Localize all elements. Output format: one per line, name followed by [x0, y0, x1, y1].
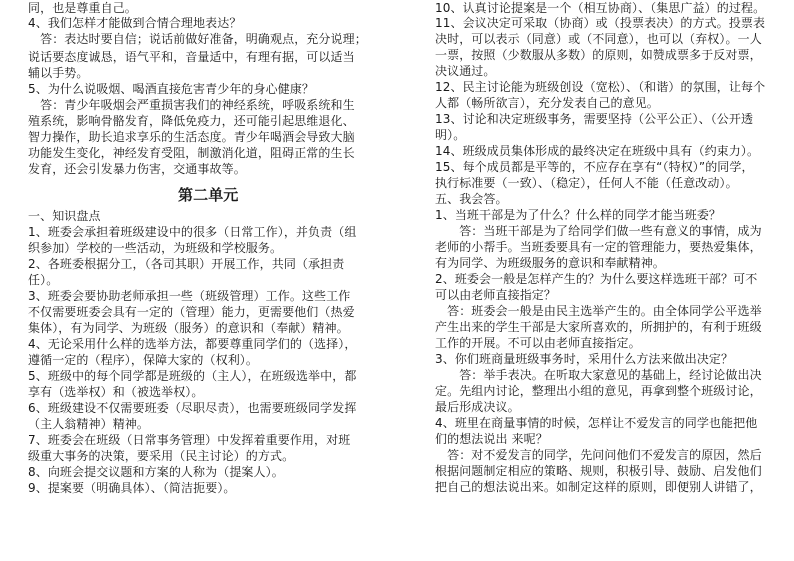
- text-line: 把自己的想法说出来。如制定这样的原则，即便别人讲错了，: [435, 480, 762, 494]
- text-line: 4、无论采用什么样的选举方法，都要尊重同学们的（选择），: [28, 337, 357, 351]
- text-line: 10、认真讨论提案是一个（相互协商）、（集思广益）的过程。: [435, 1, 766, 15]
- text-line: 答：举手表决。在听取大家意见的基础上，经讨论做出决: [435, 368, 762, 382]
- text-line: 殖系统，影响骨骼发育，降低免疫力，还可能引起思维退化、: [28, 114, 355, 128]
- text-line: 答：当班干部是为了给同学们做一些有意义的事情，成为: [435, 224, 762, 238]
- text-line: 15、每个成员都是平等的，不应存在享有“（特权）”的同学，: [435, 160, 754, 174]
- text-line: 7、班委会在班级（日常事务管理）中发挥着重要作用，对班: [28, 433, 351, 447]
- text-line: 工作的开展。不可以由老师直接指定。: [435, 336, 641, 350]
- text-line: 定。先组内讨论，整理出小组的意见，再拿到整个班级讨论，: [435, 384, 762, 398]
- text-line: 4、班里在商量事情的时候，怎样让不爱发言的同学也能把他: [435, 416, 758, 430]
- text-line: 11、会议决定可采取（协商）或（投票表决）的方式。投票表: [435, 16, 766, 30]
- text-line: 决议通过。: [435, 64, 496, 78]
- text-line: 一、知识盘点: [28, 209, 101, 223]
- text-line: 明）。: [435, 128, 466, 142]
- text-line: 享有（选举权）和（被选举权）。: [28, 385, 204, 399]
- text-line: 遵循一定的（程序），保障大家的（权利）。: [28, 353, 259, 367]
- text-line: 13、讨论和决定班级事务，需要坚持（公平公正）、（公开透: [435, 112, 754, 126]
- text-line: 答：对不爱发言的同学，先问问他们不爱发言的原因，然后: [435, 448, 762, 462]
- text-line: 不仅需要班委会具有一定的（管理）能力，更需要他们（热爱: [28, 305, 355, 319]
- text-line: 发育，还会引发暴力伤害，交通事故等。: [28, 162, 246, 176]
- text-line: 同，也是尊重自己。: [28, 1, 137, 15]
- text-line: 一票，按照（少数服从多数）的原则，如赞成票多于反对票，: [435, 48, 762, 62]
- text-line: 12、民主讨论能为班级创设（宽松）、（和谐）的氛围，让每个: [435, 80, 766, 94]
- text-line: 级重大事务的决策，要采用（民主讨论）的方式。: [28, 449, 295, 463]
- text-line: 2、各班委根据分工，（各司其职）开展工作，共同（承担责: [28, 257, 345, 271]
- text-line: 有为同学、为班级服务的意识和奉献精神。: [435, 256, 665, 270]
- text-line: 8、向班会提交议题和方案的人称为（提案人）。: [28, 465, 284, 479]
- section-heading: 第二单元: [178, 186, 239, 204]
- text-line: 答：表达时要自信；说话前做好准备，明确观点，充分说理；: [28, 32, 367, 46]
- text-line: 5、班级中的每个同学都是班级的（主人），在班级选举中，都: [28, 369, 357, 383]
- text-line: 答：青少年吸烟会严重损害我们的神经系统，呼吸系统和生: [28, 98, 355, 112]
- text-line: 可以由老师直接指定？: [435, 288, 557, 302]
- text-line: 老师的小帮手。当班委要具有一定的管理能力，要热爱集体，: [435, 240, 762, 254]
- text-line: 最后形成决议。: [435, 400, 520, 414]
- text-line: 集体），有为同学、为班级（服务）的意识和（奉献）精神。: [28, 321, 349, 335]
- text-line: 人都（畅所欲言），充分发表自己的意见。: [435, 96, 659, 110]
- text-line: 6、班级建设不仅需要班委（尽职尽责），也需要班级同学发挥: [28, 401, 357, 415]
- text-line: 5、为什么说吸烟、喝酒直接危害青少年的身心健康？: [28, 82, 315, 96]
- text-line: 执行标准要（一致）、（稳定），任何人不能（任意改动）。: [435, 176, 738, 190]
- text-line: 答：班委会一般是由民主选举产生的。由全体同学公平选举: [435, 304, 762, 318]
- text-line: 功能发生变化，神经发育受阻，制激消化道，阻碍正常的生长: [28, 146, 355, 160]
- text-line: 任）。: [28, 273, 59, 287]
- text-line: 3、你们班商量班级事务时，采用什么方法来做出决定？: [435, 352, 734, 366]
- text-line: 智力操作，助长追求享乐的生活态度。青少年喝酒会导致大脑: [28, 130, 355, 144]
- text-line: 五、我会答。: [435, 192, 508, 206]
- text-line: （主人翁精神）精神。: [28, 417, 150, 431]
- text-line: 14、班级成员集体形成的最终决定在班级中具有（约束力）。: [435, 144, 760, 158]
- text-line: 织参加）学校的一些活动，为班级和学校服务。: [28, 241, 283, 255]
- text-line: 1、当班干部是为了什么？什么样的同学才能当班委？: [435, 208, 722, 222]
- text-line: 辅以手势。: [28, 66, 89, 80]
- text-line: 根据问题制定相应的策略、规则，积极引导、鼓励、启发他们: [435, 464, 762, 478]
- text-line: 4、我们怎样才能做到合情合理地表达？: [28, 16, 242, 30]
- text-line: 1、班委会承担着班级建设中的很多（日常工作），并负责（组: [28, 225, 357, 239]
- text-line: 们的想法说出 来呢？: [435, 432, 548, 446]
- text-line: 2、班委会一般是怎样产生的？为什么要这样选班干部？可不: [435, 272, 758, 286]
- text-line: 说话要态度诚恳，语气平和，音量适中，有理有据，可以适当: [28, 50, 355, 64]
- text-line: 3、班委会要协助老师承担一些（班级管理）工作。这些工作: [28, 289, 351, 303]
- text-line: 9、提案要（明确具体）、（简洁扼要）。: [28, 481, 236, 495]
- text-line: 决时，可以表示（同意）或（不同意），也可以（弃权）。一人: [435, 32, 762, 46]
- text-line: 产生出来的学生干部是大家所喜欢的，所拥护的，有利于班级: [435, 320, 762, 334]
